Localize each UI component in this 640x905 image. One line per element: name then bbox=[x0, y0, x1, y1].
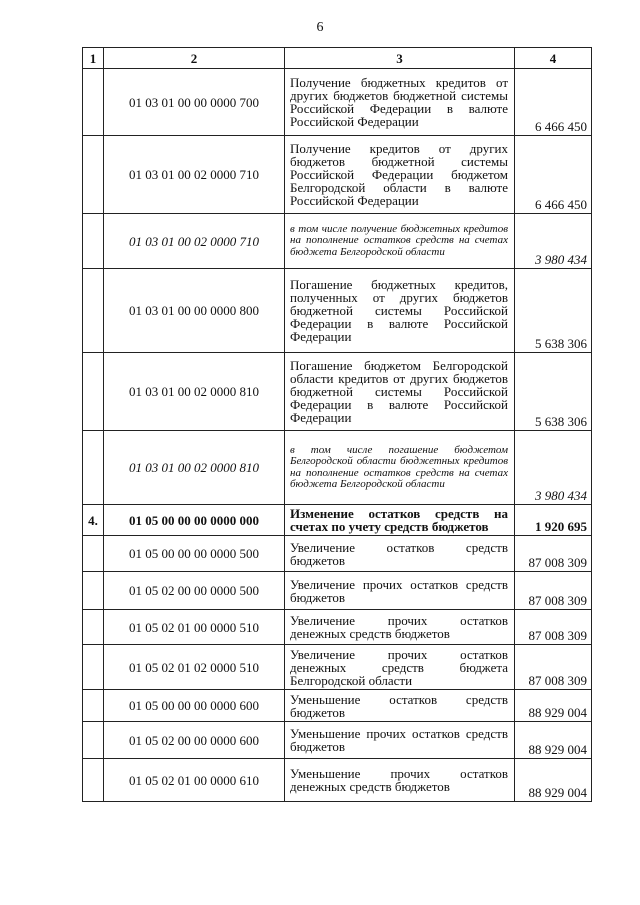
description-cell: Уменьшение прочих остатков денежных средств бюджетов bbox=[285, 759, 515, 802]
amount-cell: 87 008 309 bbox=[515, 610, 592, 645]
table-row bbox=[83, 759, 592, 802]
budget-code-cell: 01 05 00 00 00 0000 000 bbox=[104, 505, 285, 536]
description-cell: Уменьшение остатков средств бюджетов bbox=[285, 690, 515, 722]
description-cell: Получение кредитов от других бюджетов бюджетной системы Российской Федерации бюджетом Белгородской области в валюте Российской Федерации bbox=[285, 136, 515, 214]
amount-cell: 87 008 309 bbox=[515, 572, 592, 610]
description-cell: Погашение бюджетом Белгородской области кредитов от других бюджетов бюджетной системы Российской Федерации в валюте Российской Федерации bbox=[285, 353, 515, 431]
amount-cell: 6 466 450 bbox=[515, 136, 592, 214]
row-number-cell bbox=[83, 536, 104, 572]
row-number-cell bbox=[83, 69, 104, 136]
amount-cell: 6 466 450 bbox=[515, 69, 592, 136]
row-number-cell bbox=[83, 353, 104, 431]
budget-code-cell: 01 05 02 00 00 0000 500 bbox=[104, 572, 285, 610]
row-number-cell bbox=[83, 572, 104, 610]
budget-sources-table bbox=[82, 47, 592, 802]
amount-cell: 88 929 004 bbox=[515, 759, 592, 802]
description-cell: Увеличение остатков средств бюджетов bbox=[285, 536, 515, 572]
table-row bbox=[83, 610, 592, 645]
amount-cell: 87 008 309 bbox=[515, 645, 592, 690]
page-number: 6 bbox=[316, 20, 324, 35]
column-header-code: 2 bbox=[104, 48, 285, 69]
budget-code-cell: 01 05 00 00 00 0000 500 bbox=[104, 536, 285, 572]
budget-code-cell: 01 03 01 00 00 0000 800 bbox=[104, 269, 285, 353]
row-number-cell bbox=[83, 214, 104, 269]
table-body bbox=[83, 48, 592, 802]
column-header-amount: 4 bbox=[515, 48, 592, 69]
row-number-cell: 4. bbox=[83, 505, 104, 536]
budget-code-cell: 01 05 02 00 00 0000 600 bbox=[104, 722, 285, 759]
description-cell: в том числе получение бюджетных кредитов на пополнение остатков средств на счетах бюджета Белгородской области bbox=[285, 214, 515, 269]
budget-code-cell: 01 03 01 00 02 0000 810 bbox=[104, 353, 285, 431]
description-cell: в том числе погашение бюджетом Белгородской области бюджетных кредитов на пополнение остатков средств на счетах бюджета Белгородской области bbox=[285, 431, 515, 505]
row-number-cell bbox=[83, 690, 104, 722]
budget-code-cell: 01 05 02 01 00 0000 610 bbox=[104, 759, 285, 802]
amount-cell: 88 929 004 bbox=[515, 722, 592, 759]
table-row bbox=[83, 136, 592, 214]
amount-cell: 3 980 434 bbox=[515, 431, 592, 505]
budget-code-cell: 01 05 02 01 02 0000 510 bbox=[104, 645, 285, 690]
budget-code-cell: 01 03 01 00 00 0000 700 bbox=[104, 69, 285, 136]
table-row bbox=[83, 645, 592, 690]
description-cell: Погашение бюджетных кредитов, полученных от других бюджетов бюджетной системы Российской Федерации в валюте Российской Федерации bbox=[285, 269, 515, 353]
table-row bbox=[83, 505, 592, 536]
table-row bbox=[83, 69, 592, 136]
table-row bbox=[83, 269, 592, 353]
table-row bbox=[83, 214, 592, 269]
budget-code-cell: 01 03 01 00 02 0000 710 bbox=[104, 214, 285, 269]
description-cell: Изменение остатков средств на счетах по учету средств бюджетов bbox=[285, 505, 515, 536]
description-cell: Увеличение прочих остатков денежных средств бюджета Белгородской области bbox=[285, 645, 515, 690]
row-number-cell bbox=[83, 431, 104, 505]
amount-cell: 5 638 306 bbox=[515, 269, 592, 353]
column-header-number: 1 bbox=[83, 48, 104, 69]
column-header-description: 3 bbox=[285, 48, 515, 69]
table-row bbox=[83, 353, 592, 431]
amount-cell: 88 929 004 bbox=[515, 690, 592, 722]
description-cell: Увеличение прочих остатков денежных средств бюджетов bbox=[285, 610, 515, 645]
row-number-cell bbox=[83, 610, 104, 645]
row-number-cell bbox=[83, 136, 104, 214]
amount-cell: 3 980 434 bbox=[515, 214, 592, 269]
budget-code-cell: 01 05 02 01 00 0000 510 bbox=[104, 610, 285, 645]
row-number-cell bbox=[83, 269, 104, 353]
budget-code-cell: 01 05 00 00 00 0000 600 bbox=[104, 690, 285, 722]
amount-cell: 1 920 695 bbox=[515, 505, 592, 536]
table-row bbox=[83, 536, 592, 572]
budget-code-cell: 01 03 01 00 02 0000 810 bbox=[104, 431, 285, 505]
row-number-cell bbox=[83, 759, 104, 802]
description-cell: Получение бюджетных кредитов от других бюджетов бюджетной системы Российской Федерации в валюте Российской Федерации bbox=[285, 69, 515, 136]
row-number-cell bbox=[83, 645, 104, 690]
description-cell: Увеличение прочих остатков средств бюджетов bbox=[285, 572, 515, 610]
table-row bbox=[83, 690, 592, 722]
table-header-row bbox=[83, 48, 592, 69]
table-row bbox=[83, 431, 592, 505]
budget-code-cell: 01 03 01 00 02 0000 710 bbox=[104, 136, 285, 214]
table-row bbox=[83, 722, 592, 759]
description-cell: Уменьшение прочих остатков средств бюджетов bbox=[285, 722, 515, 759]
amount-cell: 87 008 309 bbox=[515, 536, 592, 572]
table-row bbox=[83, 572, 592, 610]
amount-cell: 5 638 306 bbox=[515, 353, 592, 431]
row-number-cell bbox=[83, 722, 104, 759]
